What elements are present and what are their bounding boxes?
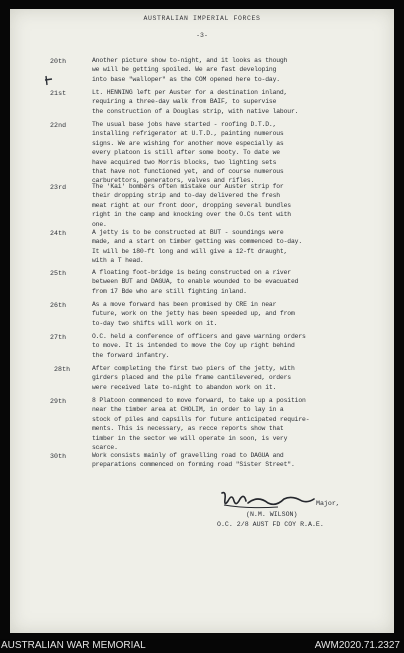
entry-text: The usual base jobs have started - roofing D.T.D., installing refrigerator at U.T.D., painting numerous signs. We are wishing for another move especially as every platoon is still after some booty. To date we have acquired two Morris blocks, two lighting sets that have not functioned yet, and of course numerous carburettors, generators, valves and rifles. [92, 121, 284, 185]
footer-bar [0, 639, 404, 653]
entry-text: After completing the first two piers of the jetty, with girders placed and the pile frame cantilevered, orders were received late to-night to abandon work on it. [92, 365, 295, 391]
signature-name: (N.M. WILSON) [246, 511, 298, 518]
entry-text: Work consists mainly of gravelling road to DAGUA and preparations commenced on forming road "Sister Street". [92, 452, 295, 469]
entry-date: 30th [50, 453, 67, 460]
entry-text: As a move forward has been promised by CRE in near future, work on the jetty has been speeded up, and from to-day two shifts will work on it. [92, 301, 295, 327]
entry-date: 20th [50, 58, 67, 65]
entry-date: 29th [50, 398, 67, 405]
entry-date: 22nd [50, 122, 67, 129]
handwritten-signature-icon [218, 487, 318, 513]
document-header-title: AUSTRALIAN IMPERIAL FORCES [143, 15, 261, 22]
entry-text: A jetty is to be constructed at BUT - soundings were made, and a start on timber getting was commenced to-day. It will be 180-ft long and will give a 12-ft draught, with a T head. [92, 229, 303, 265]
entry-date: 25th [50, 270, 67, 277]
entry-text: The 'Kai' bombers often mistake our Auster strip for their dropping strip and to-day delivered the fresh meat right at our front door, dropping several bundles right in the camp and knocking over the O.Cs tent with one. [92, 183, 291, 228]
entry-text: O.C. held a conference of officers and gave warning orders to move. It is intended to move the Coy up right behind the forward infantry. [92, 333, 306, 359]
entry-text: A floating foot-bridge is being constructed on a river between BUT and DAGUA, to enable wounded to be evacuated from 17 Bde who are still fighting inland. [92, 269, 299, 295]
page-number: -3- [196, 32, 208, 39]
signature-unit: O.C. 2/8 AUST FD COY R.A.E. [217, 521, 324, 528]
entry-text: 8 Platoon commenced to move forward, to take up a position near the timber area at CHOLIM, in order to lay in a stock of piles and capsills for future anticipated require- ments. This is necessary, as recce reports show that timber in the sector we will operate in soon, is very scarce. [92, 397, 310, 452]
footer-accession-number: AWM2020.71.2327 [314, 640, 400, 651]
document-page [10, 9, 394, 633]
footer-institution: AUSTRALIAN WAR MEMORIAL [1, 640, 146, 651]
entry-date: 27th [50, 334, 67, 341]
handwritten-mark-icon [44, 75, 54, 87]
signature-rank: Major, [316, 500, 340, 507]
entry-text: Lt. HENNING left per Auster for a destination inland, requiring a three-day walk from BAIF, to supervise the construction of a Douglas strip, with native labour. [92, 89, 299, 115]
entry-date: 28th [54, 366, 71, 373]
entry-date: 26th [50, 302, 67, 309]
entry-date: 23rd [50, 184, 67, 191]
entry-date: 24th [50, 230, 67, 237]
entry-date: 21st [50, 90, 67, 97]
entry-text: Another picture show to-night, and it looks as though we will be getting spoiled. We are fast developing into base "walloper" as the COM opened here to-day. [92, 57, 288, 83]
